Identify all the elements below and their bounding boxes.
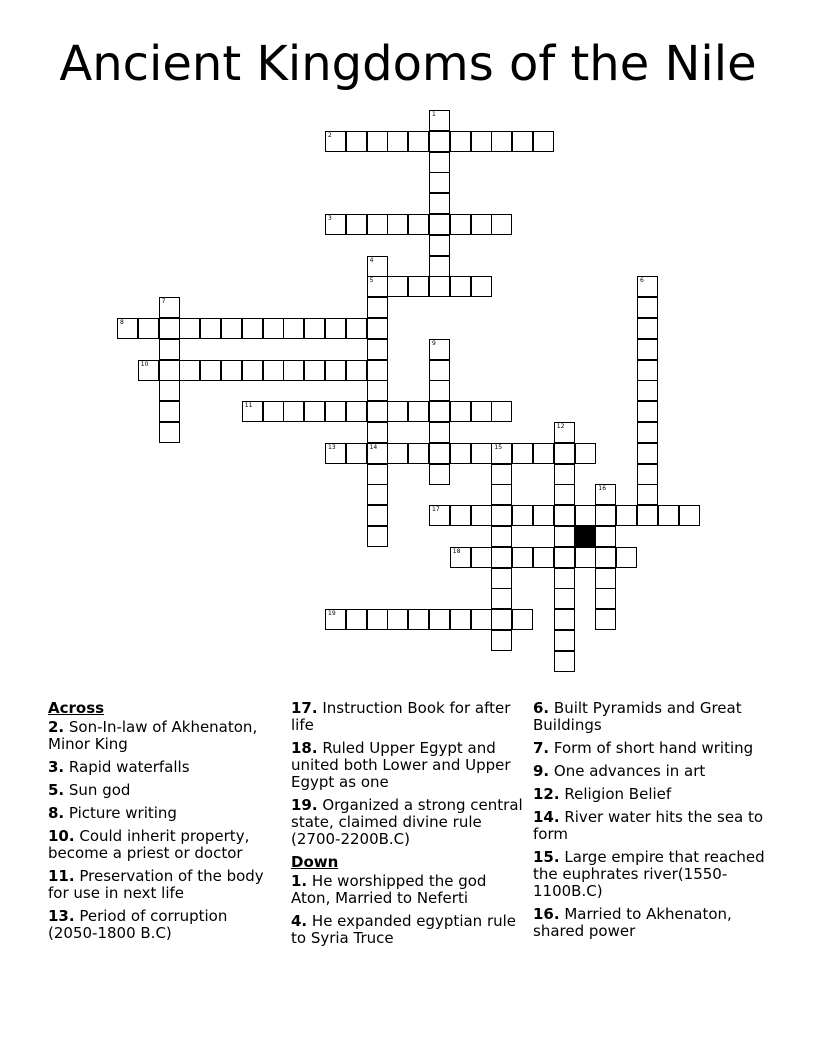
grid-cell[interactable] [491, 547, 512, 568]
clue-text: Rapid waterfalls [64, 758, 190, 776]
clue-number-label: 14. [533, 808, 560, 826]
grid-cell[interactable] [533, 131, 554, 152]
grid-cell[interactable] [471, 505, 492, 526]
grid-cell[interactable] [346, 609, 367, 630]
clue-number: 15 [494, 443, 503, 451]
grid-cell[interactable] [491, 609, 512, 630]
grid-cell[interactable] [346, 214, 367, 235]
clue-number: 14 [369, 443, 378, 451]
grid-cell[interactable] [554, 630, 575, 651]
clue-number: 17 [432, 506, 440, 514]
grid-cell[interactable] [367, 256, 388, 277]
clue-text: Son-In-law of Akhenaton, Minor King [48, 718, 258, 753]
clue-number-label: 11. [48, 867, 75, 885]
grid-cell[interactable] [159, 318, 180, 339]
clue-number: 12 [556, 423, 565, 430]
grid-cell[interactable] [367, 131, 388, 152]
grid-cell[interactable] [471, 609, 492, 630]
across-heading: Across [48, 699, 105, 717]
grid-cell[interactable] [616, 505, 637, 526]
grid-cell[interactable] [554, 505, 575, 526]
grid-cell[interactable] [387, 443, 408, 464]
clue-text: He expanded egyptian rule to Syria Truce [291, 912, 517, 947]
clue [48, 908, 278, 942]
clue-number-label: 1. [291, 872, 308, 890]
grid-cell[interactable] [304, 401, 325, 422]
clue-text: Organized a strong central state, claimed divine rule (2700-2200B.C) [291, 796, 523, 848]
grid-cell[interactable] [387, 401, 408, 422]
grid-cell[interactable] [595, 547, 616, 568]
grid-cell[interactable] [554, 651, 575, 672]
grid-cell[interactable] [491, 401, 512, 422]
grid-cell[interactable] [450, 214, 471, 235]
clue-number: 19 [328, 610, 336, 618]
grid-cell[interactable] [242, 360, 263, 381]
grid-cell[interactable] [595, 505, 616, 526]
grid-cell[interactable] [325, 131, 346, 152]
grid-cell[interactable] [408, 131, 429, 152]
clues-column-1 [48, 700, 278, 948]
clue-number: 13 [328, 443, 336, 451]
grid-cell[interactable] [491, 214, 512, 235]
clue [533, 700, 765, 734]
clue-number-label: 10. [48, 827, 75, 845]
grid-cell[interactable] [450, 276, 471, 297]
grid-cell[interactable] [554, 609, 575, 630]
clue-number-label: 12. [533, 785, 560, 803]
grid-cell[interactable] [429, 339, 450, 360]
grid-cell[interactable] [367, 401, 388, 422]
grid-cell[interactable] [429, 235, 450, 256]
clue [48, 868, 278, 902]
clue [48, 719, 278, 753]
grid-cell[interactable] [554, 568, 575, 589]
grid-cell[interactable] [367, 276, 388, 297]
clue-text: Large empire that reached the euphrates river(1550-1100B.C) [533, 848, 765, 900]
grid-cell[interactable] [554, 547, 575, 568]
grid-cell[interactable] [429, 401, 450, 422]
grid-cell[interactable] [637, 276, 658, 297]
grid-cell[interactable] [491, 443, 512, 464]
black-square [575, 526, 596, 547]
grid-cell[interactable] [450, 609, 471, 630]
grid-cell[interactable] [429, 214, 450, 235]
grid-cell[interactable] [367, 484, 388, 505]
grid-cell[interactable] [367, 380, 388, 401]
grid-cell[interactable] [471, 131, 492, 152]
grid-cell[interactable] [450, 401, 471, 422]
clue-number-label: 19. [291, 796, 318, 814]
grid-cell[interactable] [159, 339, 180, 360]
grid-cell[interactable] [263, 318, 284, 339]
clue-text: Ruled Upper Egypt and united both Lower and Upper Egypt as one [291, 739, 511, 791]
clue-number: 11 [244, 402, 253, 410]
grid-cell[interactable] [429, 360, 450, 381]
grid-cell[interactable] [346, 360, 367, 381]
clue [533, 763, 765, 780]
clue-text: Preservation of the body for use in next life [48, 867, 264, 902]
grid-cell[interactable] [367, 297, 388, 318]
grid-cell[interactable] [325, 443, 346, 464]
clue-text: Could inherit property, become a priest or doctor [48, 827, 250, 862]
clue [48, 828, 278, 862]
grid-cell[interactable] [429, 276, 450, 297]
clue-number: 2 [328, 131, 332, 139]
grid-cell[interactable] [242, 401, 263, 422]
grid-cell[interactable] [491, 484, 512, 505]
grid-cell[interactable] [159, 360, 180, 381]
grid-cell[interactable] [512, 131, 533, 152]
puzzle-title: Ancient Kingdoms of the Nile [59, 36, 757, 92]
clue-number: 16 [598, 485, 607, 493]
grid-cell[interactable] [429, 110, 450, 131]
grid-cell[interactable] [408, 214, 429, 235]
clue-number-label: 15. [533, 848, 560, 866]
grid-cell[interactable] [408, 276, 429, 297]
grid-cell[interactable] [367, 339, 388, 360]
grid-cell[interactable] [221, 318, 242, 339]
clue-number-label: 18. [291, 739, 318, 757]
grid-cell[interactable] [595, 609, 616, 630]
grid-cell[interactable] [429, 131, 450, 152]
grid-cell[interactable] [283, 318, 304, 339]
clue-number: 9 [432, 339, 436, 347]
grid-cell[interactable] [512, 443, 533, 464]
grid-cell[interactable] [138, 318, 159, 339]
grid-cell[interactable] [367, 422, 388, 443]
clues-column-3 [533, 700, 765, 946]
grid-cell[interactable] [491, 505, 512, 526]
clue-number: 10 [140, 360, 149, 368]
grid-cell[interactable] [283, 401, 304, 422]
grid-cell[interactable] [159, 422, 180, 443]
grid-cell[interactable] [450, 443, 471, 464]
grid-cell[interactable] [637, 484, 658, 505]
grid-cell[interactable] [325, 360, 346, 381]
grid-cell[interactable] [491, 131, 512, 152]
grid-cell[interactable] [429, 152, 450, 173]
clue [533, 809, 765, 843]
grid-cell[interactable] [679, 505, 700, 526]
clue-number-label: 4. [291, 912, 308, 930]
grid-cell[interactable] [471, 547, 492, 568]
clue-number-label: 5. [48, 781, 65, 799]
grid-cell[interactable] [138, 360, 159, 381]
grid-cell[interactable] [637, 380, 658, 401]
clue-number-label: 3. [48, 758, 65, 776]
grid-cell[interactable] [325, 609, 346, 630]
grid-cell[interactable] [325, 318, 346, 339]
clue-text: Religion Belief [559, 785, 672, 803]
clue-text: Period of corruption (2050-1800 B.C) [48, 907, 228, 942]
grid-cell[interactable] [533, 505, 554, 526]
clue-number-label: 17. [291, 699, 318, 717]
clue-number: 7 [161, 298, 166, 306]
grid-cell[interactable] [346, 401, 367, 422]
grid-cell[interactable] [159, 401, 180, 422]
grid-cell[interactable] [533, 443, 554, 464]
grid-cell[interactable] [429, 422, 450, 443]
grid-cell[interactable] [200, 360, 221, 381]
clue [291, 700, 523, 734]
grid-cell[interactable] [367, 443, 388, 464]
grid-cell[interactable] [346, 318, 367, 339]
clue-text: Married to Akhenaton, shared power [533, 905, 732, 940]
grid-cell[interactable] [263, 360, 284, 381]
grid-cell[interactable] [491, 588, 512, 609]
grid-cell[interactable] [179, 360, 200, 381]
grid-cell[interactable] [159, 297, 180, 318]
grid-cell[interactable] [575, 505, 596, 526]
grid-cell[interactable] [512, 609, 533, 630]
clue-text: River water hits the sea to form [533, 808, 764, 843]
grid-cell[interactable] [304, 318, 325, 339]
grid-cell[interactable] [283, 360, 304, 381]
grid-cell[interactable] [637, 360, 658, 381]
grid-cell[interactable] [242, 318, 263, 339]
clue-number: 8 [120, 319, 124, 326]
grid-cell[interactable] [408, 443, 429, 464]
grid-cell[interactable] [554, 526, 575, 547]
clue-text: Instruction Book for after life [291, 699, 511, 734]
clue [533, 740, 765, 757]
grid-cell[interactable] [616, 547, 637, 568]
clue [533, 906, 765, 940]
grid-cell[interactable] [637, 422, 658, 443]
grid-cell[interactable] [387, 214, 408, 235]
clue-text: Sun god [64, 781, 131, 799]
grid-cell[interactable] [595, 588, 616, 609]
grid-cell[interactable] [450, 131, 471, 152]
grid-cell[interactable] [429, 464, 450, 485]
clues-column-2 [291, 700, 523, 953]
clue-number-label: 8. [48, 804, 65, 822]
grid-cell[interactable] [533, 547, 554, 568]
clue [48, 782, 278, 799]
grid-cell[interactable] [554, 422, 575, 443]
clue [291, 873, 523, 907]
clue-text: Picture writing [64, 804, 177, 822]
clue-number-label: 7. [533, 739, 550, 757]
grid-cell[interactable] [367, 505, 388, 526]
clue-number: 3 [328, 215, 332, 222]
grid-cell[interactable] [346, 443, 367, 464]
clue-text: He worshipped the god Aton, Married to Neferti [291, 872, 487, 907]
grid-cell[interactable] [512, 547, 533, 568]
clue-number-label: 9. [533, 762, 550, 780]
clue-number: 4 [369, 256, 374, 264]
grid-cell[interactable] [554, 588, 575, 609]
grid-cell[interactable] [637, 318, 658, 339]
clue-number-label: 2. [48, 718, 65, 736]
clue [291, 740, 523, 791]
grid-cell[interactable] [159, 380, 180, 401]
grid-cell[interactable] [408, 609, 429, 630]
grid-cell[interactable] [367, 360, 388, 381]
grid-cell[interactable] [429, 443, 450, 464]
grid-cell[interactable] [575, 547, 596, 568]
grid-cell[interactable] [429, 256, 450, 277]
grid-cell[interactable] [450, 547, 471, 568]
clue-number-label: 16. [533, 905, 560, 923]
clue-text: One advances in art [549, 762, 706, 780]
grid-cell[interactable] [491, 464, 512, 485]
grid-cell[interactable] [200, 318, 221, 339]
clue-number: 1 [432, 111, 436, 118]
grid-cell[interactable] [325, 214, 346, 235]
clue-text: Built Pyramids and Great Buildings [533, 699, 742, 734]
grid-cell[interactable] [491, 630, 512, 651]
clue [291, 913, 523, 947]
clue [291, 797, 523, 848]
grid-cell[interactable] [491, 526, 512, 547]
grid-cell[interactable] [387, 609, 408, 630]
grid-cell[interactable] [429, 380, 450, 401]
grid-cell[interactable] [595, 568, 616, 589]
grid-cell[interactable] [637, 443, 658, 464]
grid-cell[interactable] [429, 172, 450, 193]
grid-cell[interactable] [512, 505, 533, 526]
grid-cell[interactable] [367, 214, 388, 235]
grid-cell[interactable] [637, 401, 658, 422]
grid-cell[interactable] [658, 505, 679, 526]
grid-cell[interactable] [637, 339, 658, 360]
grid-cell[interactable] [554, 464, 575, 485]
grid-cell[interactable] [429, 193, 450, 214]
grid-cell[interactable] [554, 484, 575, 505]
grid-cell[interactable] [471, 276, 492, 297]
grid-cell[interactable] [387, 131, 408, 152]
clue-number: 5 [369, 277, 374, 285]
grid-cell[interactable] [450, 505, 471, 526]
grid-cell[interactable] [346, 131, 367, 152]
grid-cell[interactable] [595, 526, 616, 547]
grid-cell[interactable] [575, 443, 596, 464]
clue [48, 759, 278, 776]
grid-cell[interactable] [637, 505, 658, 526]
grid-cell[interactable] [471, 443, 492, 464]
grid-cell[interactable] [429, 505, 450, 526]
grid-cell[interactable] [554, 443, 575, 464]
grid-cell[interactable] [367, 609, 388, 630]
grid-cell[interactable] [367, 526, 388, 547]
grid-cell[interactable] [179, 318, 200, 339]
grid-cell[interactable] [367, 318, 388, 339]
grid-cell[interactable] [367, 464, 388, 485]
clue-number: 6 [640, 277, 644, 285]
grid-cell[interactable] [637, 464, 658, 485]
clue-text: Form of short hand writing [549, 739, 754, 757]
grid-cell[interactable] [637, 297, 658, 318]
grid-cell[interactable] [471, 214, 492, 235]
grid-cell[interactable] [471, 401, 492, 422]
grid-cell[interactable] [304, 360, 325, 381]
clue-number-label: 13. [48, 907, 75, 925]
grid-cell[interactable] [595, 484, 616, 505]
grid-cell[interactable] [221, 360, 242, 381]
grid-cell[interactable] [429, 609, 450, 630]
clue [533, 786, 765, 803]
grid-cell[interactable] [325, 401, 346, 422]
grid-cell[interactable] [117, 318, 138, 339]
grid-cell[interactable] [408, 401, 429, 422]
clue [48, 805, 278, 822]
grid-cell[interactable] [491, 568, 512, 589]
grid-cell[interactable] [263, 401, 284, 422]
grid-cell[interactable] [387, 276, 408, 297]
clue [533, 849, 765, 900]
clue-number: 18 [452, 547, 461, 555]
clue-number-label: 6. [533, 699, 550, 717]
down-heading: Down [291, 853, 339, 871]
